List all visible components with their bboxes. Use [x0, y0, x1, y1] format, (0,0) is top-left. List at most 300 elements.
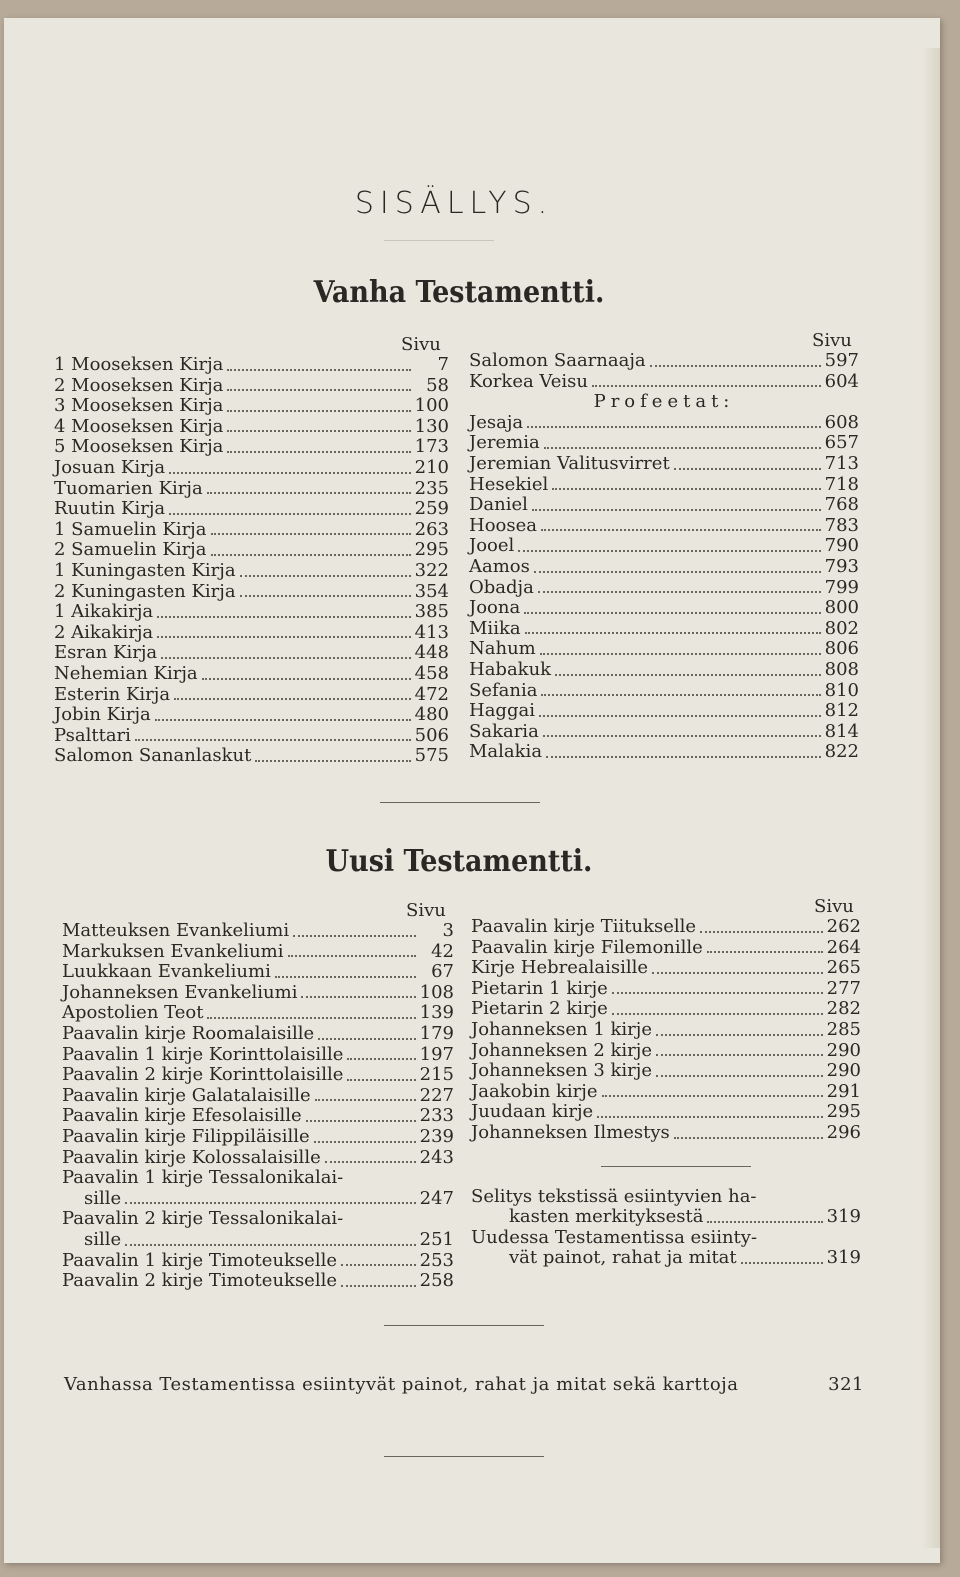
page-number: 448: [414, 642, 449, 664]
toc-entry: [62, 1045, 454, 1066]
book-name: Paavalin 1 kirje Korinttolaisille: [62, 1043, 344, 1065]
page-number: 227: [419, 1084, 454, 1106]
book-name: Psalttari: [54, 724, 131, 746]
page-number: 608: [824, 411, 859, 433]
toc-entry: [62, 1086, 454, 1107]
dot-leader: [306, 1120, 416, 1122]
book-name: Paavalin kirje Galatalaisille: [62, 1084, 311, 1106]
dot-leader: [318, 1038, 415, 1040]
toc-entry: [62, 962, 454, 983]
toc-entry: [469, 351, 859, 372]
book-name: Sefania: [469, 679, 538, 701]
prophets-heading: Profeetat:: [593, 391, 735, 413]
toc-entry: [471, 1041, 861, 1062]
toc-entry: [471, 1102, 861, 1123]
page-number: 319: [826, 1247, 861, 1269]
book-name: Paavalin kirje Kolossalaisille: [62, 1146, 321, 1168]
page-title: SISÄLLYS.: [354, 186, 554, 221]
book-name: Paavalin 1 kirje Timoteukselle: [62, 1249, 338, 1271]
toc-entry: [54, 623, 449, 644]
book-name: Esterin Kirja: [54, 683, 171, 705]
toc-entry: [54, 396, 449, 417]
page-number: 800: [824, 597, 859, 619]
page-number: 215: [419, 1064, 454, 1086]
toc-entry: [54, 437, 449, 458]
book-name-line1: Uudessa Testamentissa esiinty-: [471, 1226, 758, 1248]
dot-leader: [592, 385, 821, 387]
toc-entry: [469, 433, 859, 454]
dot-leader: [539, 715, 821, 717]
book-name: Miika: [469, 617, 521, 639]
dot-leader: [652, 972, 823, 974]
toc-entry: [62, 1106, 454, 1127]
book-name: Pietarin 2 kirje: [471, 998, 608, 1020]
page-number: 480: [414, 704, 449, 726]
book-name: 5 Mooseksen Kirja: [54, 436, 224, 458]
toc-entry: [62, 1271, 454, 1292]
book-name: Jobin Kirja: [54, 704, 151, 726]
ot-left-sivu: Sivu: [401, 334, 441, 355]
book-name-line1: Paavalin 2 kirje Tessalonikalai-: [62, 1208, 344, 1230]
book-name-line1: Selitys tekstissä esiintyvien ha-: [471, 1185, 757, 1207]
book-name: Jeremia: [469, 432, 540, 454]
page-number: 258: [419, 1270, 454, 1292]
dot-leader: [674, 1137, 823, 1139]
book-name: Aamos: [469, 555, 530, 577]
page-number: 413: [414, 621, 449, 643]
toc-entry: [469, 495, 859, 516]
page-number: 264: [826, 936, 861, 958]
toc-entry: [62, 942, 454, 963]
dot-leader: [544, 447, 821, 449]
dot-leader: [555, 674, 821, 676]
toc-entry: [62, 1065, 454, 1086]
page-number: 58: [426, 374, 449, 396]
page-number: 7: [437, 354, 449, 375]
footer-entry: [64, 1374, 864, 1395]
page-number: 812: [824, 700, 859, 722]
dot-leader: [255, 760, 410, 762]
toc-entry: [62, 921, 454, 942]
toc-entry: [54, 458, 449, 479]
page-number: 263: [414, 518, 449, 540]
page-number: 290: [826, 1060, 861, 1082]
book-name-line2: [62, 1230, 454, 1251]
toc-entry: [471, 999, 861, 1020]
toc-entry: [469, 475, 859, 496]
dot-leader: [240, 595, 411, 597]
book-name: Paavalin kirje Efesolaisille: [62, 1105, 302, 1127]
dot-leader: [174, 698, 411, 700]
toc-entry: [469, 681, 859, 702]
dot-leader: [315, 1099, 416, 1101]
book-name: Paavalin 2 kirje Timoteukselle: [62, 1270, 338, 1292]
dot-leader: [538, 591, 821, 593]
page-number: 296: [826, 1121, 861, 1143]
page-number: 247: [419, 1187, 454, 1209]
dot-leader: [161, 657, 410, 659]
toc-entry: [469, 372, 859, 393]
dot-leader: [525, 632, 821, 634]
book-name-line1: Paavalin 1 kirje Tessalonikalai-: [62, 1167, 344, 1189]
page-number: 243: [419, 1146, 454, 1168]
page-number: 130: [414, 415, 449, 437]
dot-leader: [347, 1058, 415, 1060]
page-number: 799: [824, 576, 859, 598]
book-name: Johanneksen 2 kirje: [471, 1039, 653, 1061]
book-name: Malakia: [469, 741, 543, 763]
toc-entry: [54, 746, 449, 767]
toc-entry: [62, 983, 454, 1004]
toc-entry: [54, 417, 449, 438]
toc-entry: [62, 1148, 454, 1169]
dot-leader: [707, 951, 823, 953]
book-name: Paavalin 2 kirje Korinttolaisille: [62, 1064, 344, 1086]
ot-left-column: [54, 355, 449, 767]
book-name: Luukkaan Evankeliumi: [62, 961, 271, 983]
book-name: 1 Kuningasten Kirja: [54, 559, 236, 581]
dot-leader: [227, 389, 411, 391]
ot-right-sivu: Sivu: [812, 330, 852, 351]
dot-leader: [540, 653, 821, 655]
book-name: 3 Mooseksen Kirja: [54, 395, 224, 417]
book-name: Johanneksen 1 kirje: [471, 1018, 653, 1040]
book-name: 2 Aikakirja: [54, 621, 154, 643]
page-number: 783: [824, 514, 859, 536]
dot-leader: [612, 992, 823, 994]
toc-entry: [471, 1082, 861, 1103]
book-name: Jooel: [469, 535, 515, 557]
book-name-line2: [62, 1189, 454, 1210]
dot-leader: [656, 1075, 823, 1077]
page-number: 259: [414, 498, 449, 520]
page-number: 458: [414, 662, 449, 684]
book-name: Nahum: [469, 638, 536, 660]
page-number: 265: [826, 957, 861, 979]
book-name: Jeremian Valitusvirret: [469, 452, 670, 474]
page-number: 319: [826, 1206, 861, 1228]
page-number: 108: [419, 981, 454, 1003]
book-name-cont: vät painot, rahat ja mitat: [509, 1247, 737, 1269]
toc-entry: [62, 1003, 454, 1024]
book-name: Johanneksen 3 kirje: [471, 1060, 653, 1082]
dot-leader: [341, 1264, 416, 1266]
nt-right-divider: [601, 1166, 751, 1167]
page-number: 285: [826, 1018, 861, 1040]
page-number: 718: [824, 473, 859, 495]
book-name: Paavalin kirje Tiitukselle: [471, 916, 697, 937]
dot-leader: [656, 1054, 823, 1056]
toc-entry: [54, 726, 449, 747]
dot-leader: [211, 533, 411, 535]
page-number: 802: [824, 617, 859, 639]
nt-left-sivu: Sivu: [406, 900, 446, 921]
toc-entry: [469, 722, 859, 743]
page-number: 808: [824, 658, 859, 680]
toc-entry: [54, 705, 449, 726]
book-page: [4, 18, 940, 1563]
dot-leader: [293, 935, 416, 937]
dot-leader: [125, 1202, 415, 1204]
book-name: Paavalin kirje Filippiläisille: [62, 1125, 310, 1147]
book-name: Matteuksen Evankeliumi: [62, 920, 290, 941]
toc-entry: [54, 643, 449, 664]
toc-entry: [471, 979, 861, 1000]
page-number: 814: [824, 720, 859, 742]
dot-leader: [157, 616, 410, 618]
page-number: 233: [419, 1105, 454, 1127]
book-name-cont: sille: [84, 1187, 122, 1209]
book-name: Paavalin kirje Roomalaisille: [62, 1022, 315, 1044]
toc-entry: [471, 1020, 861, 1041]
page-number: 139: [419, 1002, 454, 1024]
page-number: 506: [414, 724, 449, 746]
book-name: Apostolien Teot: [62, 1002, 204, 1024]
nt-left-column: [62, 921, 454, 1292]
dot-leader: [227, 430, 410, 432]
page-number: 100: [414, 395, 449, 417]
page-number: 604: [824, 370, 859, 392]
toc-entry: [469, 516, 859, 537]
book-name: 1 Samuelin Kirja: [54, 518, 207, 540]
title-divider: [384, 240, 494, 241]
dot-leader: [155, 719, 411, 721]
section-divider: [380, 802, 540, 803]
nt-right-column: [471, 917, 861, 1269]
dot-leader: [534, 571, 821, 573]
book-name: Habakuk: [469, 658, 552, 680]
page-number: 322: [414, 559, 449, 581]
book-name: Tuomarien Kirja: [54, 477, 203, 499]
book-name: Nehemian Kirja: [54, 662, 198, 684]
dot-leader: [700, 931, 823, 933]
book-name: Haggai: [469, 700, 535, 722]
page-number: 768: [824, 494, 859, 516]
dot-leader: [656, 1034, 823, 1036]
page-number: 806: [824, 638, 859, 660]
toc-entry: [469, 598, 859, 619]
page-edge: [922, 48, 940, 1548]
book-name: Paavalin kirje Filemonille: [471, 936, 703, 958]
toc-entry: [469, 701, 859, 722]
dot-leader: [532, 509, 821, 511]
dot-leader: [275, 976, 416, 978]
footer-text: Vanhassa Testamentissa esiintyvät painot, rahat ja mitat sekä karttoja: [64, 1374, 739, 1395]
book-name: Johanneksen Evankeliumi: [62, 981, 298, 1003]
dot-leader: [541, 529, 821, 531]
book-name: 2 Samuelin Kirja: [54, 539, 207, 561]
page-number: 354: [414, 580, 449, 602]
footer-divider-top: [384, 1325, 544, 1326]
page-number: 713: [824, 452, 859, 474]
book-name: Esran Kirja: [54, 642, 158, 664]
dot-leader: [314, 1141, 416, 1143]
dot-leader: [240, 575, 411, 577]
dot-leader: [546, 756, 821, 758]
toc-entry: [469, 639, 859, 660]
page-number: 3: [442, 920, 454, 941]
page-number: 282: [826, 998, 861, 1020]
page-number: 235: [414, 477, 449, 499]
book-name: 1 Aikakirja: [54, 601, 154, 623]
dot-leader: [288, 955, 416, 957]
toc-entry: [62, 1168, 454, 1209]
page-number: 253: [419, 1249, 454, 1271]
dot-leader: [169, 472, 411, 474]
book-name: Hoosea: [469, 514, 537, 536]
ot-right-column: [469, 351, 859, 763]
toc-entry: [469, 619, 859, 640]
book-name: Salomon Saarnaaja: [469, 350, 646, 371]
book-name: Jaakobin kirje: [471, 1080, 598, 1102]
book-name: Josuan Kirja: [54, 456, 166, 478]
book-name-cont: kasten merkityksestä: [509, 1206, 704, 1228]
book-name: Jesaja: [469, 411, 524, 433]
nt-right-sivu: Sivu: [814, 896, 854, 917]
toc-entry: [469, 660, 859, 681]
book-name: 4 Mooseksen Kirja: [54, 415, 224, 437]
toc-entry: [54, 602, 449, 623]
toc-entry: [54, 561, 449, 582]
old-testament-heading: Vanha Testamentti.: [313, 275, 605, 310]
toc-entry: [471, 1228, 861, 1269]
page-number: 197: [419, 1043, 454, 1065]
page-number: 597: [824, 350, 859, 371]
dot-leader: [347, 1079, 415, 1081]
toc-entry: [469, 413, 859, 434]
footer-divider-bottom: [384, 1456, 544, 1457]
dot-leader: [169, 513, 410, 515]
toc-entry: [54, 479, 449, 500]
dot-leader: [518, 550, 820, 552]
page-number: 179: [419, 1022, 454, 1044]
book-name: Kirje Hebrealaisille: [471, 957, 649, 979]
page-number: 657: [824, 432, 859, 454]
toc-entry: [471, 938, 861, 959]
toc-entry: [471, 958, 861, 979]
book-name-line2: [471, 1207, 861, 1228]
page-number: 42: [431, 940, 454, 962]
page-number: 295: [826, 1101, 861, 1123]
page-number: 67: [431, 961, 454, 983]
toc-entry: [469, 454, 859, 475]
page-number: 790: [824, 535, 859, 557]
dot-leader: [341, 1285, 416, 1287]
book-name-cont: sille: [84, 1228, 122, 1250]
book-name: Korkea Veisu: [469, 370, 589, 392]
toc-entry: [54, 376, 449, 397]
dot-leader: [707, 1221, 822, 1223]
page-number: 210: [414, 456, 449, 478]
page-number: 385: [414, 601, 449, 623]
book-name: Obadja: [469, 576, 534, 598]
dot-leader: [227, 451, 410, 453]
toc-entry: [62, 1209, 454, 1250]
dot-leader: [202, 678, 411, 680]
dot-leader: [301, 996, 415, 998]
book-name: Juudaan kirje: [471, 1101, 594, 1123]
toc-entry: [54, 685, 449, 706]
book-name: Hesekiel: [469, 473, 549, 495]
dot-leader: [597, 1116, 822, 1118]
new-testament-heading: Uusi Testamentti.: [325, 844, 593, 879]
dot-leader: [543, 735, 821, 737]
dot-leader: [541, 694, 820, 696]
toc-entry: [54, 499, 449, 520]
book-name: Ruutin Kirja: [54, 498, 166, 520]
toc-entry: [471, 1187, 861, 1228]
page-number: 822: [824, 741, 859, 763]
toc-entry: [54, 355, 449, 376]
toc-entry: [54, 582, 449, 603]
dot-leader: [227, 369, 411, 371]
dot-leader: [211, 554, 411, 556]
page-number: 277: [826, 977, 861, 999]
dot-leader: [527, 426, 820, 428]
book-name: Daniel: [469, 494, 528, 516]
book-name: 2 Mooseksen Kirja: [54, 374, 224, 396]
toc-entry: [62, 1251, 454, 1272]
book-name: Sakaria: [469, 720, 539, 742]
page-number: 239: [419, 1125, 454, 1147]
dot-leader: [325, 1161, 416, 1163]
toc-entry: [469, 557, 859, 578]
book-name: 1 Mooseksen Kirja: [54, 354, 224, 375]
page-number: 262: [826, 916, 861, 937]
footer-page: 321: [828, 1374, 864, 1395]
page-number: 290: [826, 1039, 861, 1061]
toc-entry: [62, 1024, 454, 1045]
page-number: 793: [824, 555, 859, 577]
toc-entry: [469, 578, 859, 599]
page-number: 173: [414, 436, 449, 458]
dot-leader: [207, 492, 411, 494]
dot-leader: [207, 1017, 415, 1019]
toc-entry: [54, 520, 449, 541]
dot-leader: [125, 1244, 415, 1246]
book-name: 2 Kuningasten Kirja: [54, 580, 236, 602]
dot-leader: [741, 1262, 823, 1264]
book-name: Markuksen Evankeliumi: [62, 940, 284, 962]
toc-entry: [469, 742, 859, 763]
dot-leader: [227, 410, 410, 412]
toc-entry: [469, 536, 859, 557]
book-name: Johanneksen Ilmestys: [471, 1121, 670, 1143]
book-name-line2: [471, 1248, 861, 1269]
page-number: 291: [826, 1080, 861, 1102]
page-number: 295: [414, 539, 449, 561]
toc-entry: [471, 917, 861, 938]
dot-leader: [612, 1013, 823, 1015]
page-number: 251: [419, 1228, 454, 1250]
toc-entry: [471, 1061, 861, 1082]
book-name: Salomon Sananlaskut: [54, 745, 252, 767]
page-number: 472: [414, 683, 449, 705]
page-number: 810: [824, 679, 859, 701]
dot-leader: [524, 612, 820, 614]
dot-leader: [650, 365, 821, 367]
toc-entry: [471, 1123, 861, 1144]
book-name: Pietarin 1 kirje: [471, 977, 608, 999]
dot-leader: [552, 488, 820, 490]
toc-entry: [62, 1127, 454, 1148]
dot-leader: [135, 739, 411, 741]
book-name: Joona: [469, 597, 521, 619]
dot-leader: [674, 468, 821, 470]
page-number: 575: [414, 745, 449, 767]
dot-leader: [602, 1095, 823, 1097]
toc-entry: [54, 664, 449, 685]
